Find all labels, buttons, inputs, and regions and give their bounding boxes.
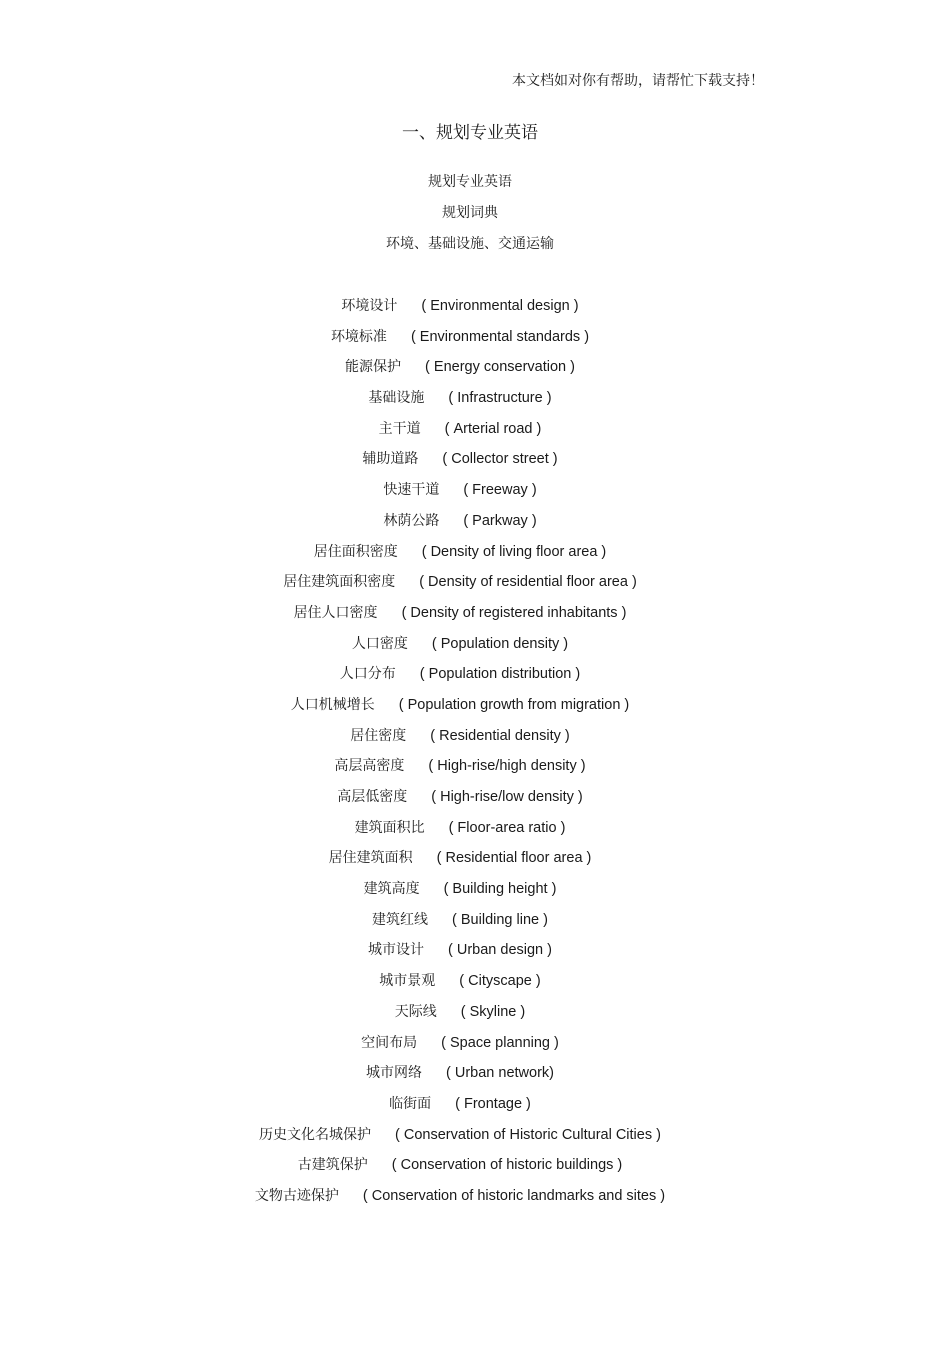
term-list xyxy=(0,296,920,1217)
term-chinese: 人口分布 xyxy=(339,666,396,683)
header-note: 本文档如对你有帮助，请帮忙下载支持！ xyxy=(512,73,764,89)
term-english: ( Freeway ) xyxy=(463,482,537,499)
term-english: ( Residential floor area ) xyxy=(436,850,592,867)
term-chinese: 临街面 xyxy=(389,1095,432,1112)
subtitle-block xyxy=(0,172,940,265)
term-english: ( Parkway ) xyxy=(463,512,537,529)
term-chinese: 环境标准 xyxy=(330,328,387,345)
term-chinese: 历史文化名城保护 xyxy=(259,1126,372,1143)
term-english: ( High-rise/high density ) xyxy=(428,758,586,775)
term-english: ( Collector street ) xyxy=(442,451,558,468)
term-row xyxy=(0,388,920,419)
term-chinese: 主干道 xyxy=(378,420,421,437)
term-english: ( Density of living floor area ) xyxy=(421,543,607,560)
term-chinese: 高层低密度 xyxy=(337,789,408,805)
subtitle-3: 环境、基础设施、交通运输 xyxy=(386,236,554,252)
term-chinese: 空间布局 xyxy=(361,1034,418,1051)
term-row xyxy=(0,1002,920,1033)
term-row xyxy=(0,1186,920,1217)
term-row xyxy=(0,940,920,971)
term-english: ( High-rise/low density ) xyxy=(431,789,583,805)
term-row xyxy=(0,756,920,787)
term-row xyxy=(0,1063,920,1094)
term-row xyxy=(0,971,920,1002)
term-row xyxy=(0,1033,920,1064)
term-row xyxy=(0,449,920,480)
term-row xyxy=(0,910,920,941)
term-chinese: 居住建筑面积 xyxy=(328,850,413,867)
term-row xyxy=(0,572,920,603)
term-row xyxy=(0,603,920,634)
term-english: ( Space planning ) xyxy=(441,1034,559,1051)
term-english: ( Environmental standards ) xyxy=(410,328,590,345)
term-english: ( Population growth from migration ) xyxy=(398,696,630,713)
term-english: ( Conservation of historic buildings ) xyxy=(391,1157,623,1174)
term-row xyxy=(0,1125,920,1156)
term-row xyxy=(0,480,920,511)
term-english: ( Conservation of historic landmarks and sites ) xyxy=(362,1187,666,1204)
term-english: ( Building line ) xyxy=(452,911,548,928)
term-chinese: 林荫公路 xyxy=(383,512,440,529)
term-english: ( Density of residential floor area ) xyxy=(419,574,637,591)
term-english: ( Population density ) xyxy=(431,635,569,652)
term-chinese: 基础设施 xyxy=(368,390,425,407)
term-chinese: 古建筑保护 xyxy=(297,1157,368,1174)
term-row xyxy=(0,1155,920,1186)
term-row xyxy=(0,542,920,573)
term-chinese: 居住密度 xyxy=(350,727,407,744)
term-chinese: 建筑红线 xyxy=(372,911,429,928)
term-english: ( Urban design ) xyxy=(448,942,552,959)
term-chinese: 建筑面积比 xyxy=(354,819,425,836)
term-english: ( Floor-area ratio ) xyxy=(448,819,566,836)
term-english: ( Residential density ) xyxy=(430,727,570,744)
term-row xyxy=(0,726,920,757)
term-chinese: 辅助道路 xyxy=(362,451,419,468)
term-row xyxy=(0,511,920,542)
term-english: ( Frontage ) xyxy=(455,1095,531,1112)
term-english: ( Environmental design ) xyxy=(421,298,579,314)
term-english: ( Skyline ) xyxy=(460,1003,526,1020)
term-chinese: 居住人口密度 xyxy=(293,604,378,621)
term-chinese: 居住建筑面积密度 xyxy=(283,574,396,591)
term-chinese: 人口机械增长 xyxy=(290,696,375,713)
term-english: ( Arterial road ) xyxy=(444,420,542,437)
term-chinese: 快速干道 xyxy=(383,482,440,499)
term-chinese: 居住面积密度 xyxy=(313,543,398,560)
term-english: ( Energy conservation ) xyxy=(425,359,575,376)
subtitle-2: 规划词典 xyxy=(442,205,498,221)
term-english: ( Cityscape ) xyxy=(459,973,541,990)
term-english: ( Building height ) xyxy=(443,881,557,898)
term-row xyxy=(0,848,920,879)
term-row xyxy=(0,787,920,818)
term-row xyxy=(0,818,920,849)
term-row xyxy=(0,296,920,327)
term-chinese: 建筑高度 xyxy=(363,881,420,898)
term-chinese: 高层高密度 xyxy=(334,758,405,775)
term-row xyxy=(0,634,920,665)
term-english: ( Density of registered inhabitants ) xyxy=(401,604,627,621)
term-chinese: 环境设计 xyxy=(341,298,398,314)
term-row xyxy=(0,419,920,450)
term-chinese: 城市网络 xyxy=(366,1065,422,1082)
term-row xyxy=(0,327,920,358)
term-chinese: 天际线 xyxy=(394,1003,437,1020)
term-english: ( Conservation of Historic Cultural Cities ) xyxy=(395,1126,661,1143)
term-english: ( Population distribution ) xyxy=(419,666,581,683)
term-chinese: 城市景观 xyxy=(379,973,436,990)
term-row xyxy=(0,357,920,388)
page-title: 一、规划专业英语 xyxy=(402,123,538,143)
term-chinese: 人口密度 xyxy=(351,635,408,652)
term-row xyxy=(0,879,920,910)
term-row xyxy=(0,664,920,695)
term-chinese: 文物古迹保护 xyxy=(254,1187,339,1204)
term-chinese: 城市设计 xyxy=(368,942,425,959)
term-chinese: 能源保护 xyxy=(345,359,402,376)
term-row xyxy=(0,695,920,726)
term-row xyxy=(0,1094,920,1125)
subtitle-1: 规划专业英语 xyxy=(428,174,512,190)
term-english: ( Urban network) xyxy=(446,1065,554,1082)
term-english: ( Infrastructure ) xyxy=(448,390,552,407)
